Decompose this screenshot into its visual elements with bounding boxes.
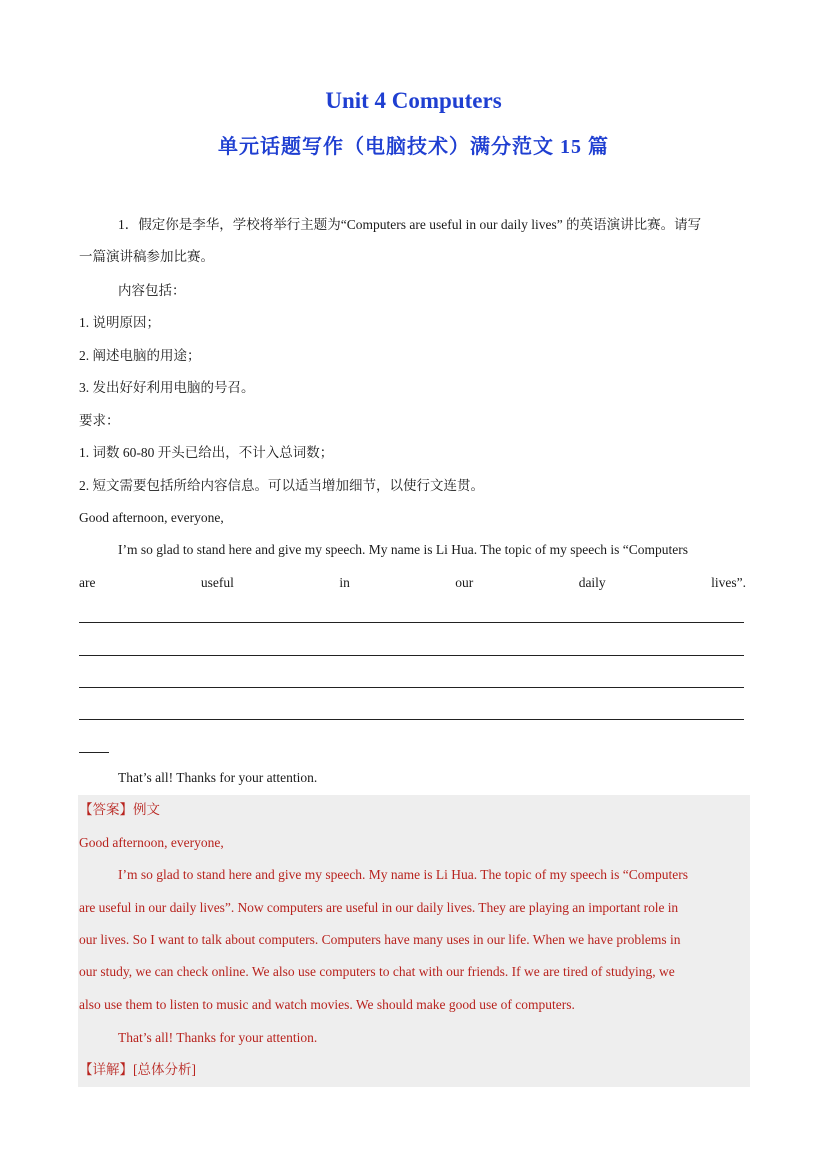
- answer-greeting: Good afternoon, everyone,: [79, 835, 224, 850]
- writing-blank-line: [79, 687, 744, 688]
- analysis-bracket-label: 【详解】: [79, 1062, 133, 1077]
- opening-word: daily: [578, 575, 606, 590]
- opening-word: are: [79, 575, 96, 590]
- opening-word: in: [339, 575, 350, 590]
- question-prompt-line-2: 一篇演讲稿参加比赛。: [79, 249, 214, 264]
- requirement-item: 2. 短文需要包括所给内容信息。可以适当增加细节，以使行文连贯。: [79, 478, 484, 493]
- answer-label: [79, 800, 160, 820]
- answer-line: our lives. So I want to talk about computers. Computers have many uses in our life. When we have problems in: [79, 932, 681, 947]
- question-prompt-line-1: 1．假定你是李华，学校将举行主题为“Computers are useful in our daily lives” 的英语演讲比赛。请写: [118, 217, 702, 232]
- analysis-label: [79, 1060, 196, 1080]
- analysis-label-text: [总体分析]: [133, 1062, 196, 1077]
- writing-blank-line: [79, 719, 744, 720]
- speech-greeting: Good afternoon, everyone,: [79, 510, 224, 525]
- content-item: 1. 说明原因；: [79, 315, 160, 330]
- requirements-heading: 要求：: [79, 413, 120, 428]
- opening-word: useful: [200, 575, 234, 590]
- answer-closing: That’s all! Thanks for your attention.: [118, 1030, 318, 1045]
- answer-line: are useful in our daily lives”. Now computers are useful in our daily lives. They are playing an important role in: [79, 900, 679, 915]
- answer-line: I’m so glad to stand here and give my speech. My name is Li Hua. The topic of my speech is “Computers: [118, 867, 688, 882]
- opening-word: lives”.: [711, 575, 746, 590]
- answer-line: also use them to listen to music and watch movies. We should make good use of computers.: [79, 997, 575, 1012]
- writing-blank-line: [79, 622, 744, 623]
- writing-blank-line: [79, 655, 744, 656]
- answer-line: our study, we can check online. We also use computers to chat with our friends. If we are tired of studying, we: [79, 964, 675, 979]
- answer-bracket-label: 【答案】: [79, 802, 133, 817]
- content-item: 2. 阐述电脑的用途；: [79, 348, 201, 363]
- answer-label-text: 例文: [133, 802, 160, 817]
- page-title: Unit 4 Computers: [325, 88, 502, 113]
- writing-blank-line-end: [79, 752, 109, 753]
- requirement-item: 1. 词数 60-80 开头已给出，不计入总词数；: [79, 445, 334, 460]
- speech-closing: That’s all! Thanks for your attention.: [118, 770, 318, 785]
- speech-opening-line-1: I’m so glad to stand here and give my speech. My name is Li Hua. The topic of my speech is “Computers: [118, 542, 688, 557]
- opening-word: our: [455, 575, 474, 590]
- content-heading: 内容包括：: [118, 283, 186, 298]
- page-subtitle: 单元话题写作（电脑技术）满分范文 15 篇: [218, 136, 609, 158]
- speech-opening-line-2: [79, 573, 746, 593]
- content-item: 3. 发出好好利用电脑的号召。: [79, 380, 255, 395]
